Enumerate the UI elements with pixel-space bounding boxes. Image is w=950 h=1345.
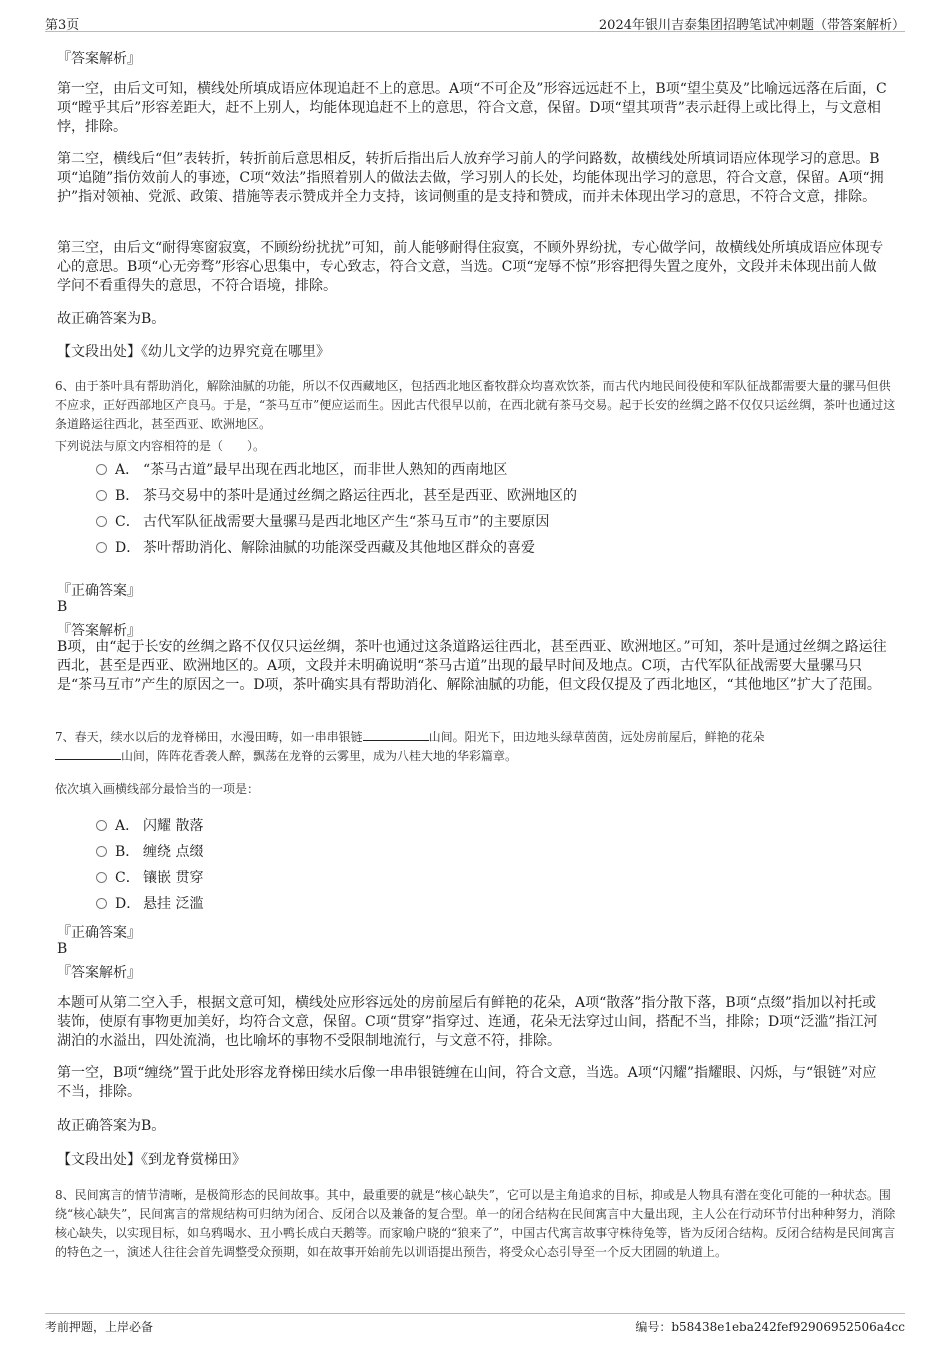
fill-blank-2	[55, 748, 121, 760]
q7-prompt: 依次填入画横线部分最恰当的一项是：	[55, 782, 260, 796]
radio-icon[interactable]	[96, 820, 107, 831]
footer-slogan: 考前押题，上岸必备	[45, 1320, 154, 1334]
q5-analysis-p2: 第二空，横线后“但”表转折，转折前后意思相反，转折后指出后人放弃学习前人的学问路数，故横线处所填词语应体现学习的意思。B项“追随”指仿效前人的事迹，C项“效法”指照着别人的做法去做，学习别人的长处，均能体现出学习的意思，符合文意，保留。A项“拥护”指对领袖、党派、政策、措施等表示赞成并全力支持，该词侧重的是支持和赞成，而并未体现出学习的意思，不符合文意，排除。	[57, 151, 884, 205]
q5-analysis-p3: 第三空，由后文“耐得寒窗寂寞，不顾纷纷扰扰”可知，前人能够耐得住寂寞，不顾外界纷扰，专心做学问，故横线处所填成语应体现专心的意思。B项“心无旁骛”形容心思集中，专心致志，符合文意，当选。C项“宠辱不惊”形容把得失置之度外，文段并未体现出前人做学问不看重得失的意思，不符合语境，排除。	[57, 240, 884, 294]
q5-analysis-p1: 第一空，由后文可知，横线处所填成语应体现追赶不上的意思。A项“不可企及”形容远远赶不上，B项“望尘莫及”比喻远远落在后面，C项“瞠乎其后”形容差距大，赶不上别人，均能体现追赶不上的意思，符合文意，保留。D项“望其项背”表示赶得上或比得上，与文意相悖，排除。	[57, 81, 887, 135]
q7-answer-label: 『正确答案』	[57, 925, 141, 941]
q7-analysis-p1: 本题可从第二空入手，根据文意可知，横线处应形容远处的房前屋后有鲜艳的花朵，A项“散落”指分散下落，B项“点缀”指加以衬托或装饰，使原有事物更加美好，均符合文意，保留。C项“贯穿”指穿过、连通，花朵无法穿过山间，搭配不当，排除；D项“泛滥”指江河湖泊的水溢出，四处流淌，也比喻坏的事物不受限制地流行，与文意不符，排除。	[57, 995, 878, 1049]
q7-source: 【文段出处】《到龙脊赏梯田》	[57, 1152, 246, 1168]
q7-conclusion: 故正确答案为B。	[57, 1118, 166, 1134]
page-footer	[45, 1313, 905, 1335]
radio-icon[interactable]	[96, 898, 107, 909]
q6-prompt: 下列说法与原文内容相符的是（ ）。	[55, 439, 266, 453]
q5-conclusion: 故正确答案为B。	[57, 311, 166, 327]
radio-icon[interactable]	[96, 872, 107, 883]
q7-option-a[interactable]: A． 闪耀 散落	[96, 816, 203, 836]
q6-option-c[interactable]: C． 古代军队征战需要大量骡马是西北地区产生“茶马互市”的主要原因	[96, 512, 549, 532]
q7-analysis-label: 『答案解析』	[57, 965, 141, 981]
q7-analysis-p2: 第一空，B项“缠绕”置于此处形容龙脊梯田续水后像一串串银链缠在山间，符合文意，当选。A项“闪耀”指耀眼、闪烁，与“银链”对应不当，排除。	[57, 1065, 877, 1100]
q7-option-d[interactable]: D． 悬挂 泛滥	[96, 894, 203, 914]
q7-option-b[interactable]: B． 缠绕 点缀	[96, 842, 203, 862]
q5-analysis-label: 『答案解析』	[57, 51, 141, 67]
radio-icon[interactable]	[96, 464, 107, 475]
q6-option-b[interactable]: B． 茶马交易中的茶叶是通过丝绸之路运往西北，甚至是西亚、欧洲地区的	[96, 486, 577, 506]
radio-icon[interactable]	[96, 516, 107, 527]
q7-answer: B	[57, 941, 68, 957]
q6-analysis: B项，由“起于长安的丝绸之路不仅仅只运丝绸，茶叶也通过这条道路运往西北，甚至西亚、欧洲地区。”可知，茶叶是通过丝绸之路运往西北，甚至是西亚、欧洲地区的。A项，文段并未明确说明“茶马古道”出现的最早时间及地点。C项，古代军队征战需要大量骡马只是“茶马互市”产生的原因之一。D项，茶叶确实具有帮助消化、解除油腻的功能，但文段仅提及了西北地区，“其他地区”扩大了范围。	[57, 639, 887, 693]
radio-icon[interactable]	[96, 846, 107, 857]
q6-answer: B	[57, 599, 68, 615]
q8-stem: 8、民间寓言的情节清晰，是极简形态的民间故事。其中，最重要的就是“核心缺失”，它可以是主角追求的目标，抑或是人物具有潜在变化可能的一种状态。围绕“核心缺失”，民间寓言的常规结构可归纳为闭合、反闭合以及兼备的复合型。单一的闭合结构在民间寓言中大量出现，主人公在行动环节付出种种努力，消除核心缺失，以实现目标，如乌鸦喝水、丑小鸭长成白天鹅等。而家喻户晓的“狼来了”，中国古代寓言故事守株待兔等，皆为反闭合结构。反闭合结构是民间寓言的特色之一，演述人往往会首先调整受众预期，如在故事开始前先以训语提出预告，将受众心态引导至一个反大团圆的轨道上。	[55, 1188, 896, 1259]
document-title: 2024年银川吉泰集团招聘笔试冲刺题（带答案解析）	[598, 18, 905, 33]
q5-source: 【文段出处】《幼儿文学的边界究竟在哪里》	[57, 344, 330, 360]
q7-stem: 7、春天，续水以后的龙脊梯田，水漫田畴，如一串串银链 山间。阳光下，田边地头绿草茵茵，远处房前屋后，鲜艳的花朵 山间，阵阵花香袭人醉，飘荡在龙脊的云雾里，成为八桂大地的华彩篇章。	[55, 730, 765, 763]
radio-icon[interactable]	[96, 490, 107, 501]
document-id: 编号：b58438e1eba242fef92906952506a4cc	[635, 1320, 905, 1334]
q6-option-a[interactable]: A． “茶马古道”最早出现在西北地区，而非世人熟知的西南地区	[96, 460, 507, 480]
radio-icon[interactable]	[96, 542, 107, 553]
q6-option-d[interactable]: D． 茶叶帮助消化、解除油腻的功能深受西藏及其他地区群众的喜爱	[96, 538, 535, 558]
fill-blank-1	[363, 729, 429, 741]
q7-option-c[interactable]: C． 镶嵌 贯穿	[96, 868, 203, 888]
q6-analysis-label: 『答案解析』	[57, 623, 141, 639]
q6-answer-label: 『正确答案』	[57, 583, 141, 599]
page-number: 第3页	[45, 18, 80, 33]
page-header	[45, 12, 905, 32]
q6-stem: 6、由于茶叶具有帮助消化，解除油腻的功能，所以不仅西藏地区，包括西北地区畜牧群众均喜欢饮茶，而古代内地民间役使和军队征战都需要大量的骡马但供不应求，正好西部地区产良马。于是，“茶马互市”便应运而生。因此古代很早以前，在西北就有茶马交易。起于长安的丝绸之路不仅仅只运丝绸，茶叶也通过这条道路运往西北，甚至西亚、欧洲地区。	[55, 379, 896, 431]
